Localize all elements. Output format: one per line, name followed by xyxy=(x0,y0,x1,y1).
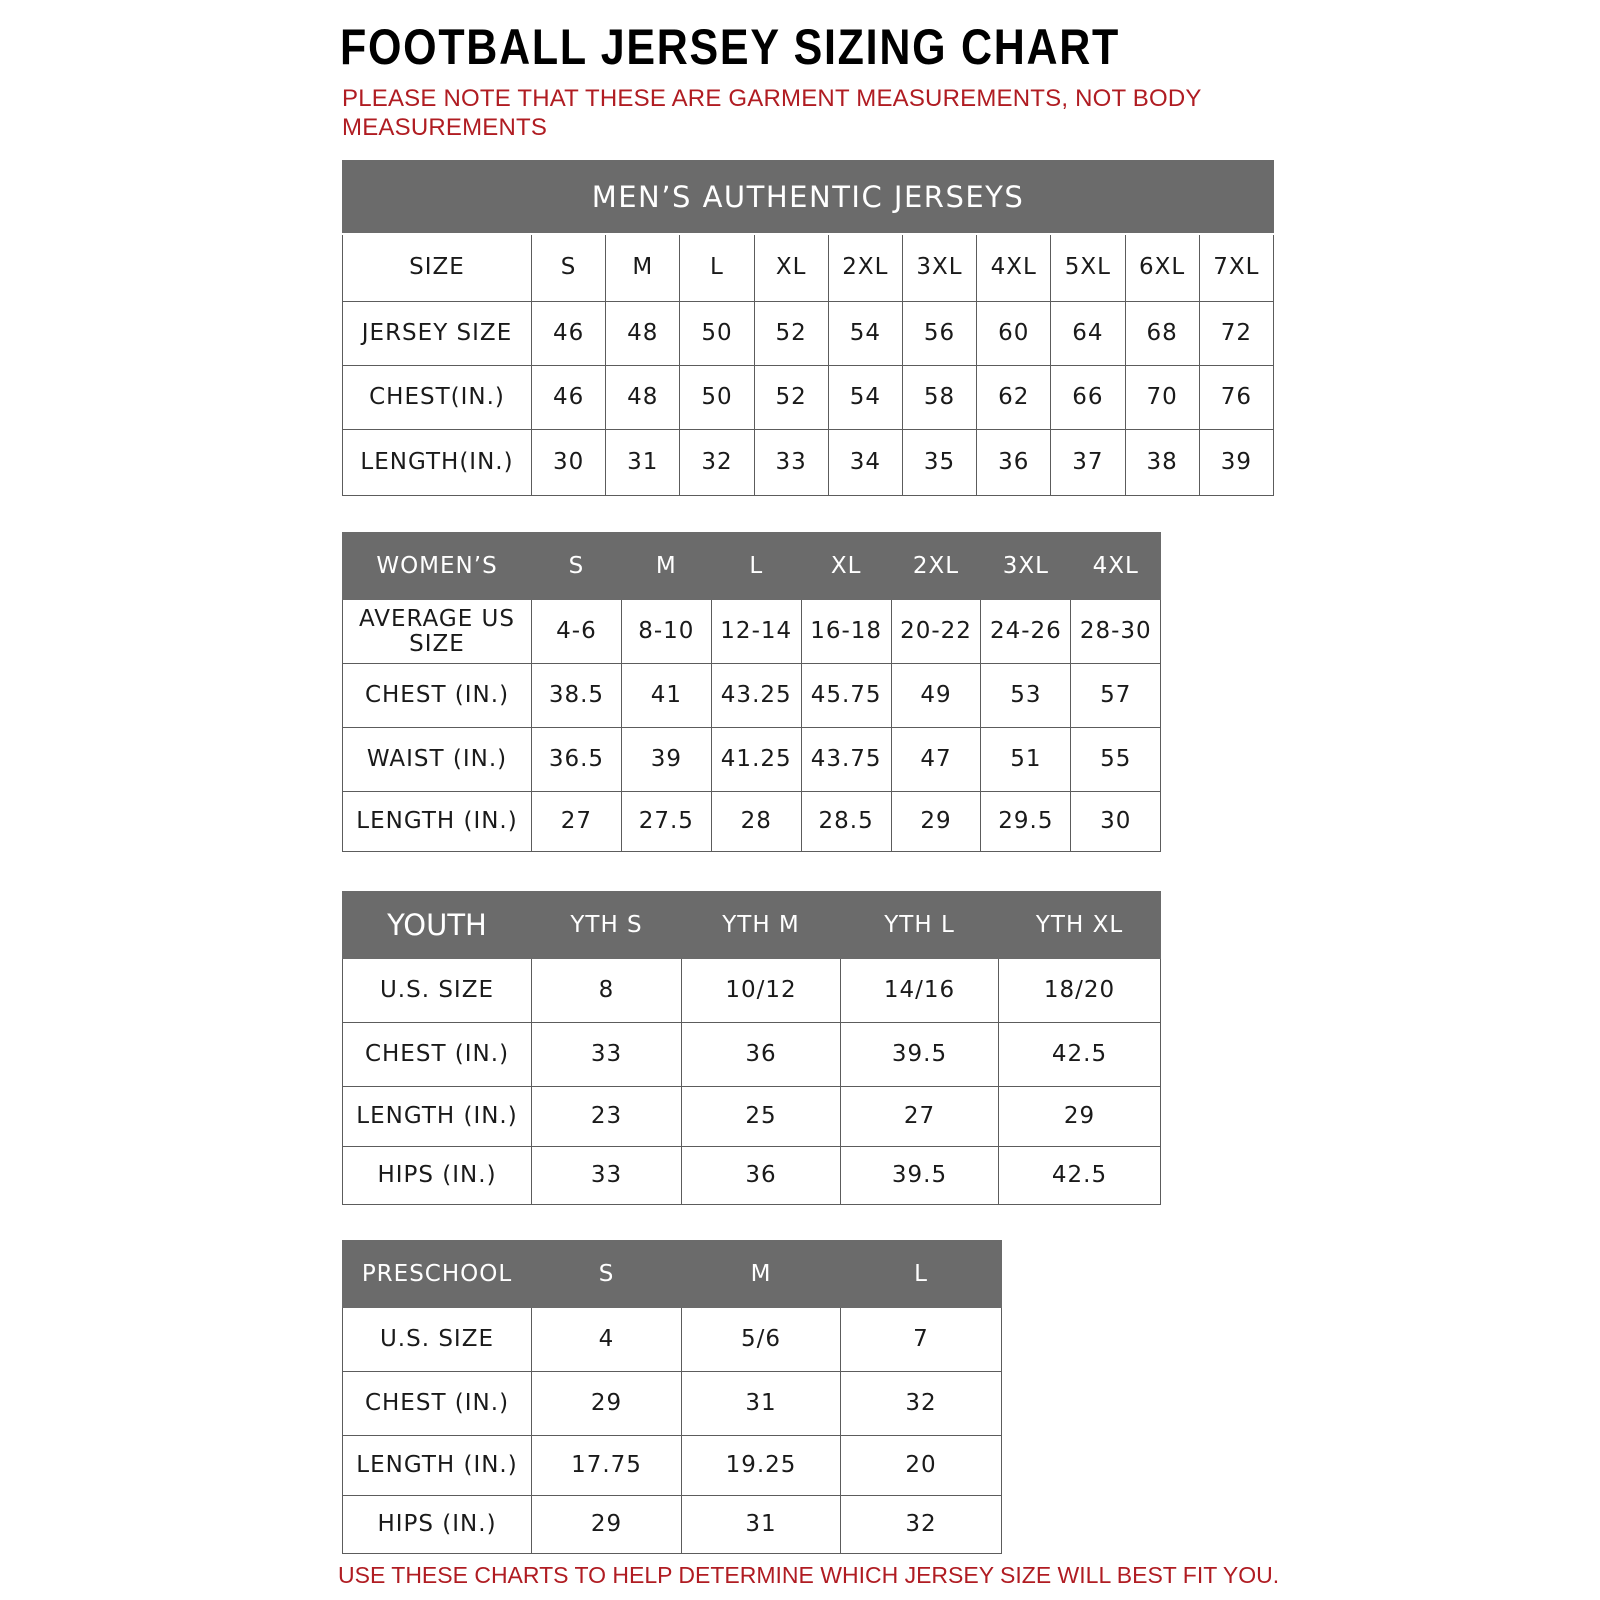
youth-value-cell: 8 xyxy=(532,959,682,1023)
women-value-cell: 27.5 xyxy=(621,792,711,852)
women-size-header: 4XL xyxy=(1071,533,1161,600)
men-value-cell: 64 xyxy=(1051,301,1125,365)
women-size-header: XL xyxy=(801,533,891,600)
men-value-cell: 34 xyxy=(828,429,902,495)
women-value-cell: 27 xyxy=(532,792,622,852)
preschool-table-heading: PRESCHOOL xyxy=(343,1241,532,1308)
women-value-cell: 41 xyxy=(621,664,711,728)
women-value-cell: 29 xyxy=(891,792,981,852)
men-value-cell: 50 xyxy=(680,365,754,429)
men-size-label: SIZE xyxy=(343,234,532,301)
youth-header-row xyxy=(343,892,1161,959)
women-table-row xyxy=(343,792,1161,852)
men-size-cell: 2XL xyxy=(828,234,902,301)
men-size-cell: 7XL xyxy=(1199,234,1273,301)
men-row-label: JERSEY SIZE xyxy=(343,301,532,365)
fit-advice-footer: USE THESE CHARTS TO HELP DETERMINE WHICH JERSEY SIZE WILL BEST FIT YOU. xyxy=(338,1562,1280,1588)
youth-table-row xyxy=(343,1087,1161,1147)
women-value-cell: 20-22 xyxy=(891,600,981,664)
youth-row-label: HIPS (IN.) xyxy=(343,1147,532,1205)
youth-size-header: YTH L xyxy=(841,892,999,959)
preschool-row-label: LENGTH (IN.) xyxy=(343,1436,532,1496)
men-size-cell: L xyxy=(680,234,754,301)
men-size-cell: S xyxy=(532,234,606,301)
men-size-cell: XL xyxy=(754,234,828,301)
women-value-cell: 28.5 xyxy=(801,792,891,852)
men-size-cell: 5XL xyxy=(1051,234,1125,301)
men-size-cell: 6XL xyxy=(1125,234,1199,301)
youth-row-label: LENGTH (IN.) xyxy=(343,1087,532,1147)
preschool-value-cell: 19.25 xyxy=(682,1436,841,1496)
men-value-cell: 35 xyxy=(902,429,976,495)
women-size-table xyxy=(342,532,1161,852)
youth-value-cell: 25 xyxy=(682,1087,841,1147)
women-value-cell: 49 xyxy=(891,664,981,728)
preschool-table-row xyxy=(343,1372,1002,1436)
preschool-value-cell: 32 xyxy=(841,1496,1002,1554)
women-value-cell: 55 xyxy=(1071,728,1161,792)
preschool-row-label: HIPS (IN.) xyxy=(343,1496,532,1554)
men-value-cell: 38 xyxy=(1125,429,1199,495)
women-size-header: S xyxy=(532,533,622,600)
women-value-cell: 53 xyxy=(981,664,1071,728)
men-value-cell: 37 xyxy=(1051,429,1125,495)
preschool-size-header: S xyxy=(532,1241,682,1308)
women-value-cell: 38.5 xyxy=(532,664,622,728)
men-value-cell: 50 xyxy=(680,301,754,365)
men-value-cell: 31 xyxy=(606,429,680,495)
youth-table-row xyxy=(343,1023,1161,1087)
youth-value-cell: 33 xyxy=(532,1147,682,1205)
men-value-cell: 52 xyxy=(754,365,828,429)
men-value-cell: 46 xyxy=(532,301,606,365)
youth-value-cell: 33 xyxy=(532,1023,682,1087)
preschool-value-cell: 5/6 xyxy=(682,1308,841,1372)
youth-value-cell: 36 xyxy=(682,1147,841,1205)
women-size-header: 3XL xyxy=(981,533,1071,600)
women-table-heading: WOMEN’S xyxy=(343,533,532,600)
women-value-cell: 12-14 xyxy=(711,600,801,664)
youth-table-heading: YOUTH xyxy=(343,892,532,959)
men-table-row xyxy=(343,301,1274,365)
women-value-cell: 8-10 xyxy=(621,600,711,664)
men-value-cell: 52 xyxy=(754,301,828,365)
preschool-value-cell: 7 xyxy=(841,1308,1002,1372)
youth-value-cell: 36 xyxy=(682,1023,841,1087)
preschool-value-cell: 32 xyxy=(841,1372,1002,1436)
men-value-cell: 68 xyxy=(1125,301,1199,365)
preschool-value-cell: 31 xyxy=(682,1372,841,1436)
women-row-label: AVERAGE US SIZE xyxy=(343,600,532,664)
women-header-row xyxy=(343,533,1161,600)
men-size-cell: 4XL xyxy=(977,234,1051,301)
preschool-size-table xyxy=(342,1240,1002,1554)
women-value-cell: 47 xyxy=(891,728,981,792)
women-table-row xyxy=(343,728,1161,792)
women-size-header: 2XL xyxy=(891,533,981,600)
women-value-cell: 43.75 xyxy=(801,728,891,792)
preschool-table-row xyxy=(343,1496,1002,1554)
preschool-row-label: CHEST (IN.) xyxy=(343,1372,532,1436)
men-value-cell: 48 xyxy=(606,365,680,429)
youth-size-table xyxy=(342,891,1161,1205)
men-value-cell: 36 xyxy=(977,429,1051,495)
women-value-cell: 36.5 xyxy=(532,728,622,792)
women-row-label: CHEST (IN.) xyxy=(343,664,532,728)
women-row-label: LENGTH (IN.) xyxy=(343,792,532,852)
preschool-value-cell: 20 xyxy=(841,1436,1002,1496)
preschool-value-cell: 17.75 xyxy=(532,1436,682,1496)
youth-value-cell: 42.5 xyxy=(999,1023,1161,1087)
women-value-cell: 28-30 xyxy=(1071,600,1161,664)
women-size-header: M xyxy=(621,533,711,600)
men-value-cell: 76 xyxy=(1199,365,1273,429)
men-value-cell: 46 xyxy=(532,365,606,429)
preschool-table-row xyxy=(343,1436,1002,1496)
men-table-row xyxy=(343,365,1274,429)
men-value-cell: 62 xyxy=(977,365,1051,429)
men-value-cell: 70 xyxy=(1125,365,1199,429)
youth-row-label: U.S. SIZE xyxy=(343,959,532,1023)
preschool-value-cell: 29 xyxy=(532,1372,682,1436)
preschool-row-label: U.S. SIZE xyxy=(343,1308,532,1372)
men-value-cell: 48 xyxy=(606,301,680,365)
youth-table-row xyxy=(343,1147,1161,1205)
women-value-cell: 41.25 xyxy=(711,728,801,792)
men-size-row xyxy=(343,234,1274,301)
preschool-value-cell: 4 xyxy=(532,1308,682,1372)
youth-size-header: YTH XL xyxy=(999,892,1161,959)
youth-value-cell: 39.5 xyxy=(841,1023,999,1087)
men-value-cell: 54 xyxy=(828,301,902,365)
page-title: FOOTBALL JERSEY SIZING CHART xyxy=(340,19,1121,75)
preschool-size-header: L xyxy=(841,1241,1002,1308)
women-value-cell: 43.25 xyxy=(711,664,801,728)
men-value-cell: 54 xyxy=(828,365,902,429)
men-value-cell: 66 xyxy=(1051,365,1125,429)
garment-measurement-note: PLEASE NOTE THAT THESE ARE GARMENT MEASUREMENTS, NOT BODY MEASUREMENTS xyxy=(342,85,1202,141)
men-table-heading: MEN’S AUTHENTIC JERSEYS xyxy=(343,161,1274,235)
men-value-cell: 60 xyxy=(977,301,1051,365)
preschool-size-header: M xyxy=(682,1241,841,1308)
youth-table-row xyxy=(343,959,1161,1023)
men-size-cell: M xyxy=(606,234,680,301)
preschool-value-cell: 29 xyxy=(532,1496,682,1554)
men-value-cell: 39 xyxy=(1199,429,1273,495)
women-table-row xyxy=(343,664,1161,728)
women-value-cell: 4-6 xyxy=(532,600,622,664)
youth-value-cell: 39.5 xyxy=(841,1147,999,1205)
youth-value-cell: 10/12 xyxy=(682,959,841,1023)
women-row-label: WAIST (IN.) xyxy=(343,728,532,792)
women-table-row xyxy=(343,600,1161,664)
youth-value-cell: 14/16 xyxy=(841,959,999,1023)
youth-value-cell: 27 xyxy=(841,1087,999,1147)
men-size-table xyxy=(342,160,1274,496)
men-value-cell: 33 xyxy=(754,429,828,495)
youth-value-cell: 18/20 xyxy=(999,959,1161,1023)
men-row-label: LENGTH(IN.) xyxy=(343,429,532,495)
women-value-cell: 24-26 xyxy=(981,600,1071,664)
preschool-table-row xyxy=(343,1308,1002,1372)
youth-size-header: YTH S xyxy=(532,892,682,959)
women-value-cell: 29.5 xyxy=(981,792,1071,852)
women-value-cell: 28 xyxy=(711,792,801,852)
men-value-cell: 32 xyxy=(680,429,754,495)
women-size-header: L xyxy=(711,533,801,600)
women-value-cell: 39 xyxy=(621,728,711,792)
women-value-cell: 51 xyxy=(981,728,1071,792)
preschool-header-row xyxy=(343,1241,1002,1308)
youth-value-cell: 23 xyxy=(532,1087,682,1147)
men-table-row xyxy=(343,429,1274,495)
men-value-cell: 30 xyxy=(532,429,606,495)
men-row-label: CHEST(IN.) xyxy=(343,365,532,429)
youth-row-label: CHEST (IN.) xyxy=(343,1023,532,1087)
women-value-cell: 30 xyxy=(1071,792,1161,852)
women-value-cell: 45.75 xyxy=(801,664,891,728)
preschool-value-cell: 31 xyxy=(682,1496,841,1554)
men-value-cell: 56 xyxy=(902,301,976,365)
youth-value-cell: 29 xyxy=(999,1087,1161,1147)
men-value-cell: 72 xyxy=(1199,301,1273,365)
men-value-cell: 58 xyxy=(902,365,976,429)
women-value-cell: 57 xyxy=(1071,664,1161,728)
youth-size-header: YTH M xyxy=(682,892,841,959)
women-value-cell: 16-18 xyxy=(801,600,891,664)
youth-value-cell: 42.5 xyxy=(999,1147,1161,1205)
men-size-cell: 3XL xyxy=(902,234,976,301)
